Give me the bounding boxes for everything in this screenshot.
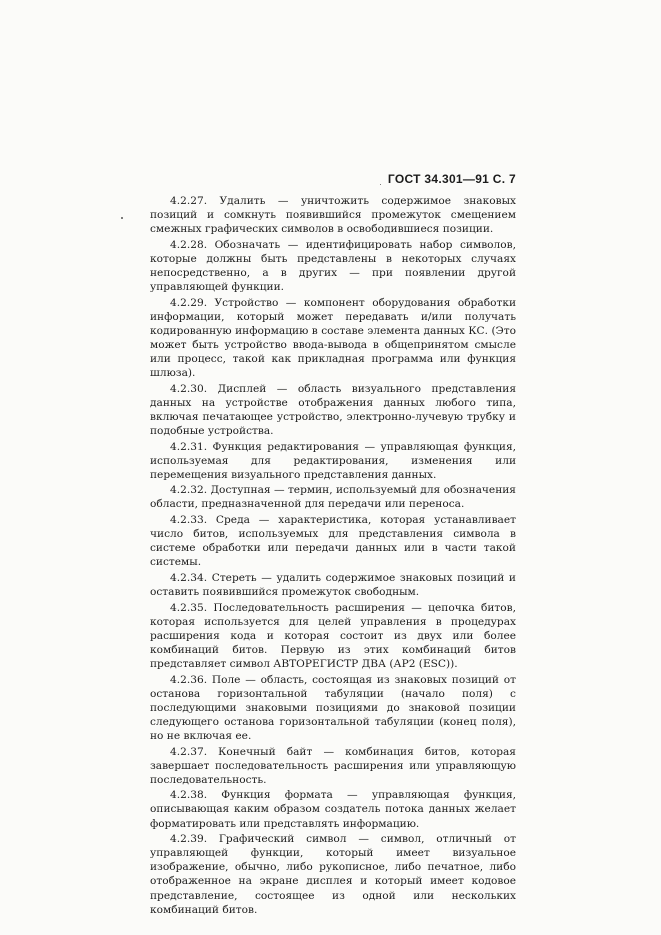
definition-4-2-28: 4.2.28. Обозначать — идентифицировать набор символов, которые должны быть представлены в некоторых случаях непосредственно, а в других — при появлении другой управляющей функции. — [150, 238, 516, 294]
definition-4-2-39: 4.2.39. Графический символ — символ, отличный от управляющей функции, который имеет визуальное изображение, обычно, либо рукописное, либо печатное, либо отображенное на экране дисплея и который имеет кодовое представление, состоящее из одной или нескольких комбинаций битов. — [150, 833, 516, 916]
definition-4-2-29: 4.2.29. Устройство — компонент оборудования обработки информации, который может передавать и/или получать кодированную информацию в составе элемента данных КС. (Это может быть устройство ввода-вывода в общепринятом смысле или процесс, такой как прикладная программа или функция шлюза). — [150, 296, 516, 380]
definition-4-2-38: 4.2.38. Функция формата — управляющая функция, описывающая каким образом создатель потока данных желает форматировать или представлять информацию. — [150, 789, 516, 830]
definition-4-2-33: 4.2.33. Среда — характеристика, которая устанавливает число битов, используемых для представления символа в системе обработки или передачи данных или в части такой системы. — [150, 514, 516, 569]
definition-4-2-32: 4.2.32. Доступная — термин, используемый для обозначения области, предназначенной для передачи или переноса. — [150, 484, 516, 511]
definition-4-2-30: 4.2.30. Дисплей — область визуального представления данных на устройстве отображения данных любого типа, включая печатающее устройство, электронно-лучевую трубку и подобные устройства. — [150, 382, 516, 437]
definition-4-2-27: 4.2.27. Удалить — уничтожить содержимое знаковых позиций и сомкнуть появившийся промежуток смещением смежных графических символов в освободившиеся позиции. — [150, 195, 516, 236]
definition-4-2-34: 4.2.34. Стереть — удалить содержимое знаковых позиций и оставить появившийся промежуток свободным. — [150, 571, 516, 599]
scan-speck — [121, 217, 123, 219]
running-header: ГОСТ 34.301—91 С. 7 — [387, 172, 516, 186]
definition-4-2-36: 4.2.36. Поле — область, состоящая из знаковых позиций от останова горизонтальной табуляции (начало поля) с последующими знаковыми позициями до знаковой позиции следующего останова горизонтальной табуляции (конец поля), но не включая ее. — [150, 673, 516, 742]
definition-4-2-31: 4.2.31. Функция редактирования — управляющая функция, используемая для редактирования, изменения или перемещения визуального представления данных. — [150, 440, 516, 481]
definition-4-2-37: 4.2.37. Конечный байт — комбинация битов, которая завершает последовательность расширения или управляющую последовательность. — [150, 745, 516, 786]
definition-4-2-35: 4.2.35. Последовательность расширения — цепочка битов, которая используется для целей управления в процедурах расширения кода и которая состоит из двух или более комбинаций битов. Первую из этих комбинаций битов представляет символ АВТОРЕГИСТР ДВА (АР2 (ESC)). — [150, 601, 516, 670]
document-body — [150, 194, 516, 918]
